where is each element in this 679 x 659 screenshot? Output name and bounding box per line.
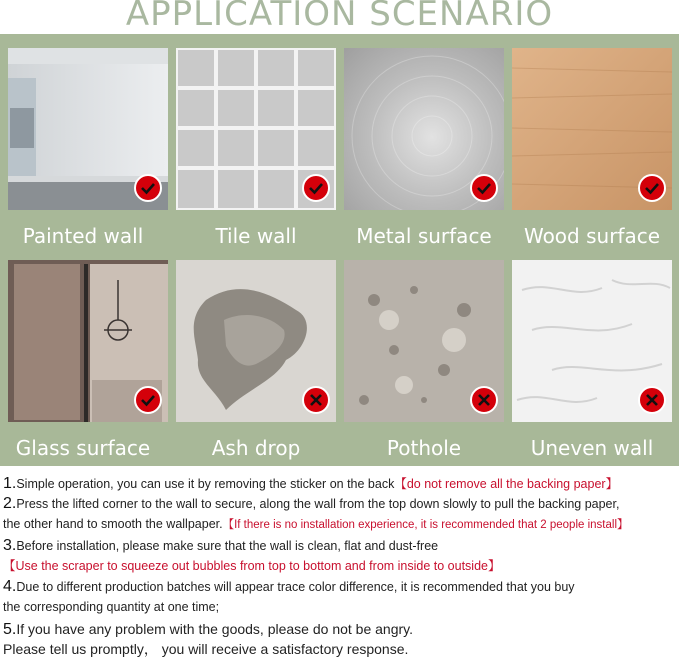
scenario-label: Painted wall — [22, 224, 144, 248]
check-badge-icon — [134, 386, 162, 414]
scenario-label: Pothole — [386, 436, 462, 460]
cross-badge-icon — [638, 386, 666, 414]
metal-surface-image — [344, 48, 504, 210]
painted-wall-image — [8, 48, 168, 210]
check-badge-icon — [302, 174, 330, 202]
instruction-3b: 【Use the scraper to squeeze out bubbles from top to bottom and from inside to outside】 — [3, 559, 501, 573]
check-badge-icon — [134, 174, 162, 202]
scenario-label: Uneven wall — [530, 436, 654, 460]
instruction-2b: the other hand to smooth the wallpaper.【If there is no installation experience, it is recommended that 2 people install】 — [3, 517, 629, 531]
cross-badge-icon — [302, 386, 330, 414]
uneven-wall-image — [512, 260, 672, 422]
pothole-image — [344, 260, 504, 422]
glass-surface-image — [8, 260, 168, 422]
scenario-label: Glass surface — [15, 436, 151, 460]
scenario-label: Tile wall — [215, 224, 297, 248]
check-badge-icon — [638, 174, 666, 202]
scenario-panel — [0, 34, 679, 466]
scenario-label: Ash drop — [211, 436, 301, 460]
instruction-2: 2.Press the lifted corner to the wall to secure, along the wall from the top down slowly to pull the backing paper, — [3, 495, 620, 512]
tile-wall-image — [176, 48, 336, 210]
scenario-label: Wood surface — [523, 224, 661, 248]
instruction-4b: the corresponding quantity at one time; — [3, 600, 220, 614]
instruction-3: 3.Before installation, please make sure that the wall is clean, flat and dust-free — [3, 537, 439, 554]
instruction-1: 1.Simple operation, you can use it by removing the sticker on the back【do not remove all the backing paper】 — [3, 475, 619, 492]
ash-drop-image — [176, 260, 336, 422]
check-badge-icon — [470, 174, 498, 202]
cross-badge-icon — [470, 386, 498, 414]
scenario-label: Metal surface — [356, 224, 492, 248]
instruction-5b: Please tell us promptly， you will receive a satisfactory response. — [3, 641, 409, 657]
wood-surface-image — [512, 48, 672, 210]
instruction-4: 4.Due to different production batches will appear trace color difference, it is recommended that you buy — [3, 578, 575, 595]
page-title: APPLICATION SCENARIO — [0, 0, 679, 32]
instruction-5: 5.If you have any problem with the goods, please do not be angry. — [3, 621, 414, 638]
